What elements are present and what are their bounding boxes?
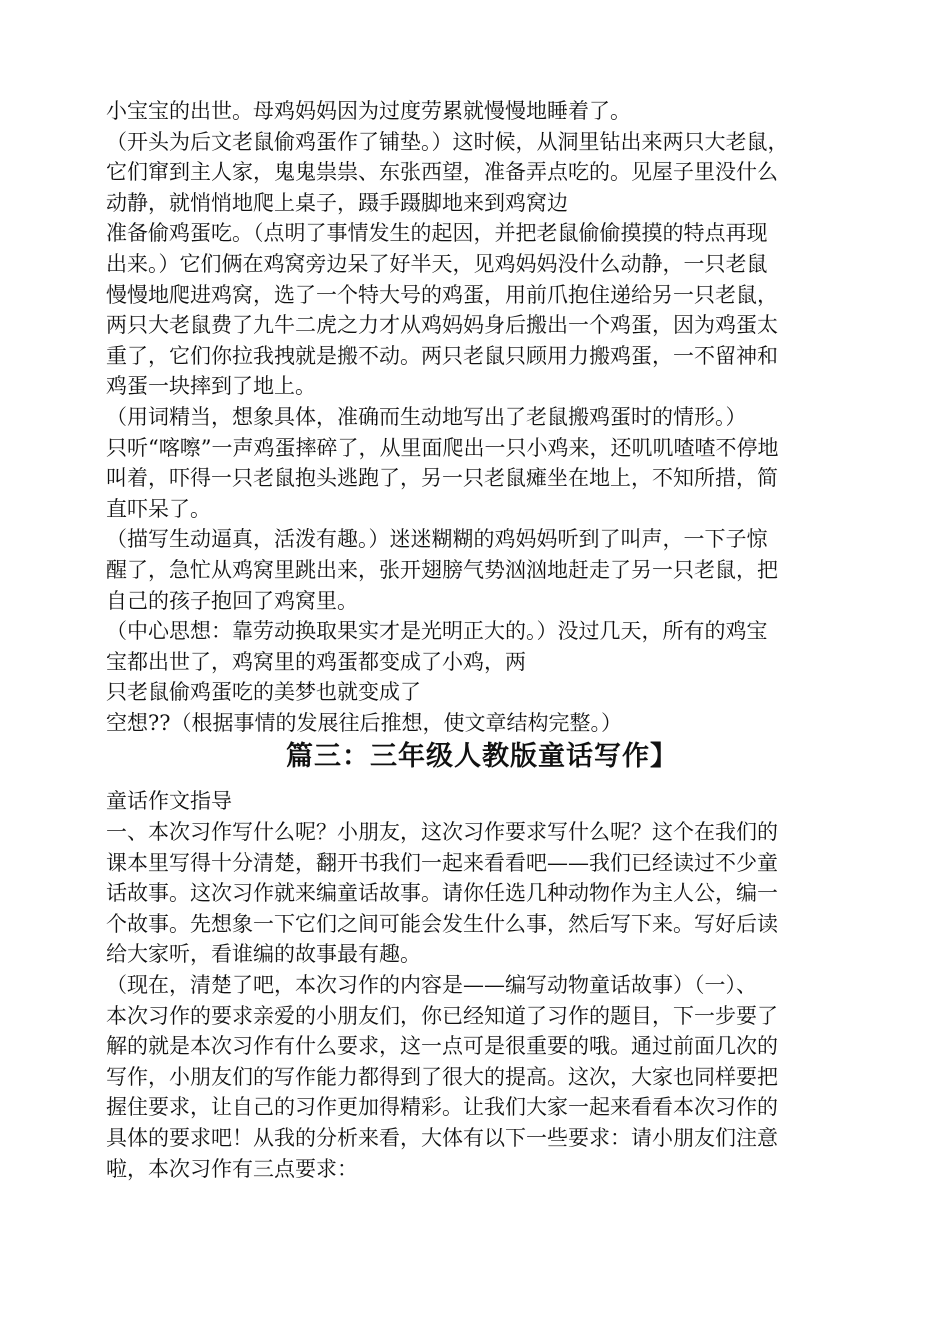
text-line: 慢慢地爬进鸡窝，选了一个特大号的鸡蛋，用前爪抱住递给另一只老鼠，: [106, 282, 778, 307]
text-line: 自己的孩子抱回了鸡窝里。: [106, 588, 358, 613]
text-line: 给大家听，看谁编的故事最有趣。: [106, 942, 421, 967]
text-line: 准备偷鸡蛋吃。（点明了事情发生的起因，并把老鼠偷偷摸摸的特点再现: [106, 221, 768, 246]
text-line: 啦，本次习作有三点要求：: [106, 1156, 358, 1181]
text-line: （现在，清楚了吧，本次习作的内容是——编写动物童话故事）（一）、: [106, 973, 757, 998]
subsection-title: 童话作文指导: [106, 789, 232, 814]
text-line: 解的就是本次习作有什么要求，这一点可是很重要的哦。通过前面几次的: [106, 1034, 778, 1059]
document-page: [106, 96, 858, 1184]
text-line: 两只大老鼠费了九牛二虎之力才从鸡妈妈身后搬出一个鸡蛋，因为鸡蛋太: [106, 313, 778, 338]
guide-section: [106, 786, 858, 1184]
text-line: 醒了，急忙从鸡窝里跳出来，张开翅膀气势汹汹地赶走了另一只老鼠，把: [106, 557, 778, 582]
text-line: 宝都出世了，鸡窝里的鸡蛋都变成了小鸡，两: [106, 649, 526, 674]
text-line: 它们窜到主人家，鬼鬼祟祟、东张西望，准备弄点吃的。见屋子里没什么: [106, 160, 778, 185]
text-line: 鸡蛋一块摔到了地上。: [106, 374, 316, 399]
text-line: 空想??（根据事情的发展往后推想，使文章结构完整。）: [106, 710, 623, 735]
text-line: 直吓呆了。: [106, 496, 211, 521]
text-line: 写作，小朋友们的写作能力都得到了很大的提高。这次，大家也同样要把: [106, 1064, 778, 1089]
text-line: 只老鼠偷鸡蛋吃的美梦也就变成了: [106, 680, 421, 705]
text-line: 话故事。这次习作就来编童话故事。请你任选几种动物作为主人公，编一: [106, 881, 778, 906]
text-line: 本次习作的要求亲爱的小朋友们，你已经知道了习作的题目，下一步要了: [106, 1003, 778, 1028]
story-section: [106, 96, 858, 738]
section-heading: 篇三：三年级人教版童话写作】: [286, 741, 678, 773]
text-line: 只听“喀嚓”一声鸡蛋摔碎了，从里面爬出一只小鸡来，还叽叽喳喳不停地: [106, 435, 779, 460]
text-line: 动静，就悄悄地爬上桌子，蹑手蹑脚地来到鸡窝边: [106, 190, 568, 215]
text-line: 一、本次习作写什么呢？小朋友，这次习作要求写什么呢？这个在我们的: [106, 820, 778, 845]
text-line: 个故事。先想象一下它们之间可能会发生什么事，然后写下来。写好后读: [106, 911, 778, 936]
text-line: 小宝宝的出世。母鸡妈妈因为过度劳累就慢慢地睡着了。: [106, 99, 631, 123]
text-line: 叫着，吓得一只老鼠抱头逃跑了，另一只老鼠瘫坐在地上，不知所措，简: [106, 466, 778, 491]
text-line: 握住要求，让自己的习作更加得精彩。让我们大家一起来看看本次习作的: [106, 1095, 778, 1120]
text-line: 课本里写得十分清楚，翻开书我们一起来看看吧——我们已经读过不少童: [106, 850, 778, 875]
text-line: （中心思想：靠劳动换取果实才是光明正大的。）没过几天，所有的鸡宝: [106, 619, 768, 644]
text-line: （用词精当，想象具体，准确而生动地写出了老鼠搬鸡蛋时的情形。）: [106, 404, 747, 429]
text-line: 具体的要求吧！从我的分析来看，大体有以下一些要求：请小朋友们注意: [106, 1126, 778, 1150]
text-line: （描写生动逼真，活泼有趣。）迷迷糊糊的鸡妈妈听到了叫声，一下子惊: [106, 527, 768, 552]
text-line: 重了，它们你拉我拽就是搬不动。两只老鼠只顾用力搬鸡蛋，一不留神和: [106, 343, 778, 368]
text-line: （开头为后文老鼠偷鸡蛋作了铺垫。）这时候，从洞里钻出来两只大老鼠，: [106, 129, 789, 154]
text-line: 出来。）它们俩在鸡窝旁边呆了好半天，见鸡妈妈没什么动静，一只老鼠: [106, 251, 768, 276]
